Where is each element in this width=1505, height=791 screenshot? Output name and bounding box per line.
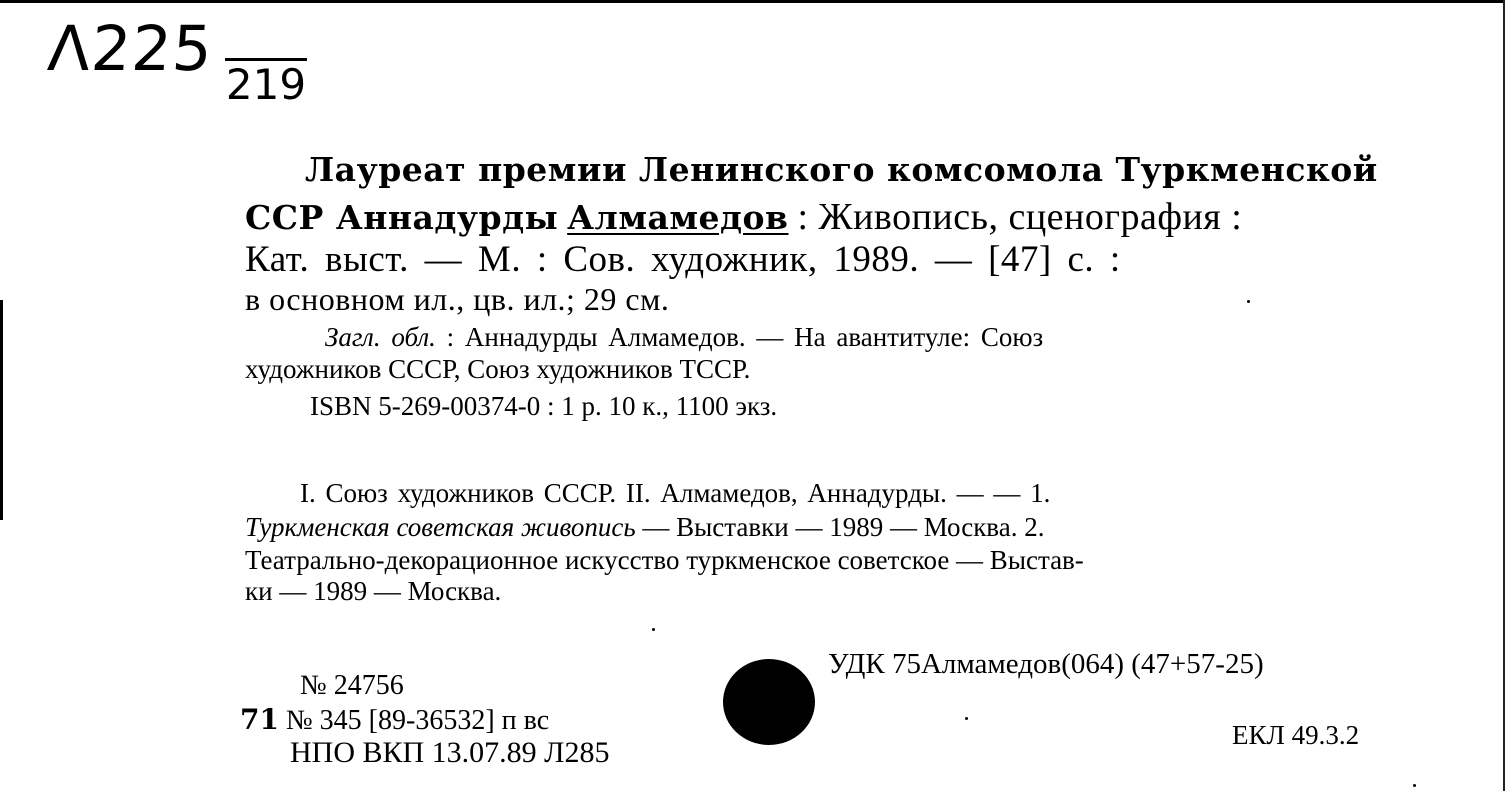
speck xyxy=(1247,300,1250,303)
entry-line-3: Кат. выст. — М. : Сов. художник, 1989. — [47] с. : xyxy=(245,239,1121,280)
order-details: № 345 [89-36532] п вс xyxy=(285,705,550,736)
isbn-line: ISBN 5-269-00374-0 : 1 р. 10 к., 1100 экз. xyxy=(310,391,778,421)
subjects-line-3: Театрально-декорационное искусство туркменское советское — Выстав- xyxy=(245,545,1084,575)
subject-heading-rest: — Выставки — 1989 — Москва. 2. xyxy=(642,512,1045,542)
subjects-line-1: I. Союз художников СССР. II. Алмамедов, Аннадурды. — — 1. xyxy=(300,478,1051,508)
note-line-1 xyxy=(325,322,1043,353)
entry-line-2 xyxy=(245,195,1420,239)
entry-title: : Живопись, сценография : xyxy=(797,196,1243,238)
speck xyxy=(1413,784,1416,787)
card-top-edge xyxy=(0,0,1505,3)
ink-blot xyxy=(723,659,815,745)
subjects-line-2 xyxy=(245,512,1044,543)
subject-heading-painting: Туркменская советская живопись xyxy=(245,512,636,542)
udk-code: УДК 75Алмамедов(064) (47+57-25) xyxy=(828,648,1264,680)
speck xyxy=(652,628,655,631)
entry-author-prefix: ССР Аннадурды xyxy=(245,198,559,237)
subjects-line-4: ки — 1989 — Москва. xyxy=(245,576,502,606)
speck xyxy=(965,717,968,720)
entry-line-4: в основном ил., цв. ил.; 29 см. xyxy=(245,281,670,317)
handwritten-fraction: 219 xyxy=(225,60,307,109)
card-left-edge xyxy=(0,300,3,520)
note-cover-label: Загл. обл. xyxy=(325,322,436,352)
note-line-2: художников СССР, Союз художников ТССР. xyxy=(245,354,751,384)
card-number: № 24756 xyxy=(300,670,404,701)
note-cover-text: : Аннадурды Алмамедов. — На авантитуле: Союз xyxy=(446,322,1044,352)
handwritten-shelf-mark: Λ225 xyxy=(45,12,216,85)
order-prefix: 71 xyxy=(240,703,279,736)
npo-line: НПО ВКП 13.07.89 Л285 xyxy=(290,736,610,769)
ekl-code: ЕКЛ 49.3.2 xyxy=(1232,720,1360,750)
entry-line-1: Лауреат премии Ленинского комсомола Туркменской xyxy=(305,150,1378,189)
entry-author-surname: Алмамедов xyxy=(567,198,789,237)
order-line xyxy=(240,703,549,737)
